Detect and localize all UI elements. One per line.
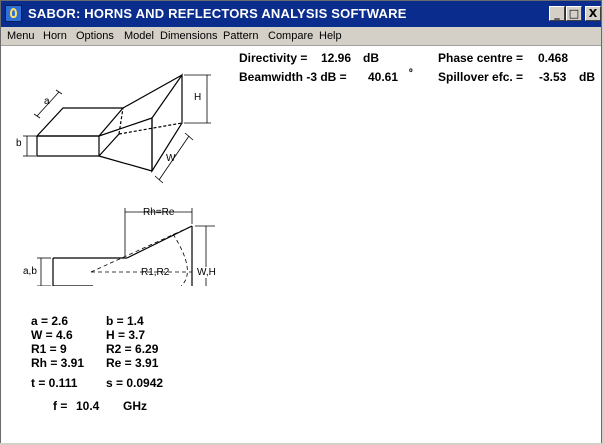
close-button[interactable]: X	[585, 6, 601, 21]
dim-a-tick	[34, 114, 40, 118]
menu-help[interactable]: Help	[319, 30, 342, 42]
app-icon[interactable]	[5, 5, 22, 22]
frequency-unit: GHz	[123, 399, 147, 413]
label-a: a	[44, 96, 50, 107]
label-w: W	[166, 153, 176, 164]
dim-w-tick	[185, 133, 193, 140]
param-s: s = 0.0942	[106, 376, 164, 390]
param-rh: Rh = 3.91	[31, 356, 85, 370]
param-w: W = 4.6	[31, 328, 73, 342]
beamwidth-label: Beamwidth -3 dB =	[239, 70, 347, 84]
label-a-b: a,b	[23, 266, 37, 277]
client-area	[1, 46, 601, 443]
label-b: b	[16, 138, 22, 149]
title-bar[interactable]	[1, 1, 601, 27]
menu-options[interactable]: Options	[76, 30, 114, 42]
param-re: Re = 3.91	[106, 356, 159, 370]
label-r1-r2: R1,R2	[141, 267, 170, 278]
param-h: H = 3.7	[106, 328, 146, 342]
label-w-h: W,H	[197, 267, 216, 278]
dim-a-tick	[56, 90, 62, 94]
minimize-button[interactable]: _	[549, 6, 565, 21]
label-h: H	[194, 92, 202, 103]
param-a: a = 2.6	[31, 314, 69, 328]
hidden-edge	[119, 123, 182, 134]
menu-model[interactable]: Model	[124, 30, 154, 42]
menu-bar	[1, 27, 601, 46]
spillover-value: -3.53	[539, 70, 567, 84]
waveguide-front	[37, 136, 99, 156]
param-r1: R1 = 9	[31, 342, 67, 356]
horn-edge-top	[123, 75, 182, 108]
menu-dimensions[interactable]: Dimensions	[160, 30, 218, 42]
waveguide-edge	[99, 134, 119, 156]
frequency-label: f =	[53, 399, 68, 413]
spillover-label: Spillover efc. =	[438, 70, 524, 84]
label-rh-re: Rh=Re	[143, 207, 175, 218]
dim-w-tick	[155, 176, 163, 183]
param-t: t = 0.111	[31, 376, 78, 390]
beamwidth-unit: º	[409, 68, 413, 79]
directivity-value: 12.96	[321, 51, 352, 65]
horn-edge-bottom	[99, 156, 152, 171]
directivity-label: Directivity =	[239, 51, 308, 65]
menu-horn[interactable]: Horn	[43, 30, 67, 42]
menu-menu[interactable]: Menu	[7, 30, 35, 42]
window-title: SABOR: HORNS AND REFLECTORS ANALYSIS SOFTWARE	[28, 6, 407, 21]
phase-centre-label: Phase centre =	[438, 51, 524, 65]
menu-pattern[interactable]: Pattern	[223, 30, 259, 42]
phase-centre-value: 0.468	[538, 51, 569, 65]
section-phase-arc	[173, 234, 187, 286]
maximize-button[interactable]: □	[566, 6, 582, 21]
horn-diagram	[1, 46, 231, 286]
spillover-unit: dB	[579, 70, 595, 84]
param-b: b = 1.4	[106, 314, 144, 328]
directivity-unit: dB	[363, 51, 379, 65]
param-r2: R2 = 6.29	[106, 342, 159, 356]
frequency-value: 10.4	[76, 399, 100, 413]
section-ray	[91, 226, 192, 272]
menu-compare[interactable]: Compare	[268, 30, 314, 42]
beamwidth-value: 40.61	[368, 70, 399, 84]
